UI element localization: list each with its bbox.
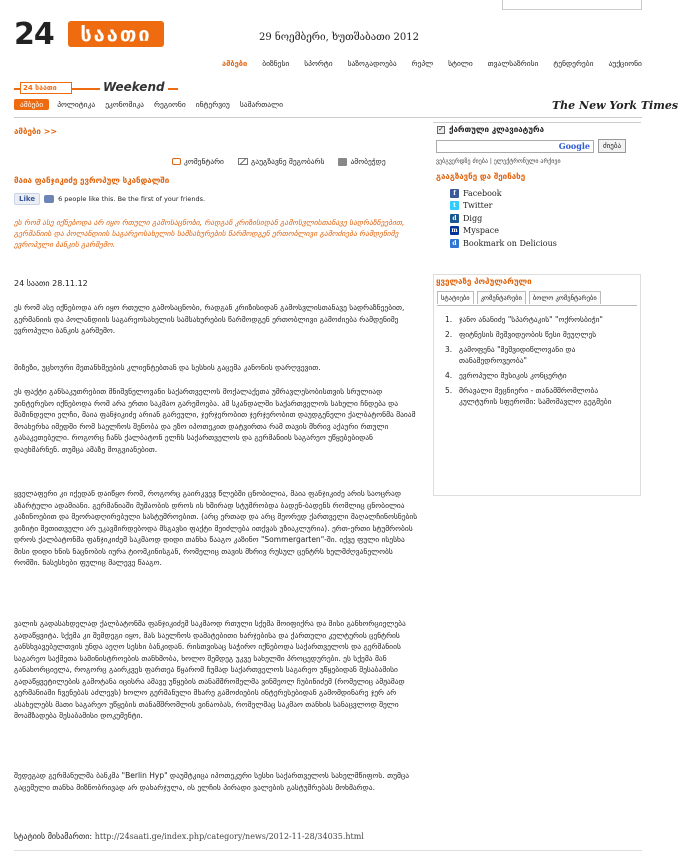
comment-icon [172, 158, 181, 165]
tab-articles[interactable]: სტატიები [437, 291, 474, 304]
popular-tabs [437, 291, 601, 304]
share-digg[interactable]: d Digg [450, 212, 557, 225]
subnav-item-interview[interactable]: ინტერვიუ [195, 100, 230, 109]
facebook-like-button[interactable]: Like [14, 193, 40, 205]
like-count-text: 6 people like this. Be the first of your friends. [58, 195, 206, 203]
article-lead: ეს რომ ასე იქნებოდა არ იყო რთული გამოსაცნობი, რადგან კრიზისიდან გამოსვლისთანავე სადრაზნეებით, გერმანიის და პოლანდიის საგარეოსახელის სამსახურების წარმოდგენ ერთობლივი გამოძიება რამდენიმე ევროპული ბანკის გარშემო. [14, 218, 405, 249]
weekend-title[interactable]: Weekend [100, 80, 168, 94]
share-twitter[interactable]: t Twitter [450, 200, 557, 213]
popular-title: ყველაზე პოპულარული [436, 277, 532, 286]
subnav-item-news[interactable]: ამბები [14, 99, 49, 110]
twitter-icon: t [450, 201, 459, 210]
header-separator [14, 117, 642, 118]
list-item[interactable]: 3. გამოფენა "მეშვიდიწლოვანი და თანამედროვეობა" [445, 344, 625, 366]
nav-item-sport[interactable]: სპორტი [304, 59, 333, 68]
article-paragraph: შედეგად გერმანულმა ბანკმა "Berlin Hyp" დაუმტკიცა იპოთეკური სესხი საქართველოს სახელმწიფოს. თუმცა გაცემული თანხა მიზნობრივად არ დახარჯულა, ის ელჩის პირადი ვალების გასტუმრებას მოხმარდა. [14, 771, 410, 792]
popular-tabs-rule [437, 305, 637, 306]
list-item[interactable]: 2. ფიტნესის მეშვიდეობის წესი მეუღლეს [445, 329, 625, 340]
delicious-icon: d [450, 239, 459, 248]
article-actions [172, 157, 386, 166]
print-icon [338, 158, 347, 166]
logo-number: 24 [14, 17, 54, 52]
subnav-item-economy[interactable]: ეკონომიკა [105, 100, 144, 109]
keyboard-label: ქართული კლავიატურა [449, 125, 544, 134]
search-button[interactable]: ძიება [598, 139, 626, 153]
list-item[interactable]: 4. ევროპული მუსიკის კონცერტი [445, 370, 625, 381]
subnav-item-law[interactable]: სამართალი [239, 100, 283, 109]
digg-icon: d [450, 214, 459, 223]
search-sub-links[interactable]: ვებგვერდზე ძიება | ელექტრონული არქივი [436, 158, 561, 165]
nav-item-society[interactable]: საზოგადოება [347, 59, 397, 68]
weekend-logo[interactable]: 24 საათი [20, 82, 72, 94]
source-url-link[interactable]: http://24saati.ge/index.php/category/news/2012-11-28/34035.html [94, 832, 364, 841]
current-date: 29 ნოემბერი, ხუთშაბათი 2012 [259, 32, 419, 43]
nav-item-style[interactable]: სტილი [448, 59, 473, 68]
subnav-item-politics[interactable]: პოლიტიკა [57, 100, 96, 109]
top-utility-box [502, 0, 642, 10]
facebook-like-row [14, 193, 205, 205]
nav-item-opinion[interactable]: თვალსაზრისი [487, 59, 539, 68]
nav-item-repl[interactable]: რეპლ [411, 59, 434, 68]
share-delicious[interactable]: d Bookmark on Delicious [450, 237, 557, 250]
main-navigation [222, 59, 642, 68]
georgian-keyboard-toggle[interactable] [437, 125, 544, 134]
article-paragraph: ეს ფაქტი განსაკუთრებით მნიშვნელოვანი საქართველოს მოქალაქეთა უმრავლესობისთვის სრულიად უინტერესო იქნებოდა რომ არა ერთი საკმაო გარემოება. ამ სკანდალში საქართველოს სახელი ჩნდება და მაშინდელი ელჩი, მაია ფანჯიკიძე არიან გარეული, ჯერჯერობით ჯერჯერობით დაუდგენელი ქალბატონმა მაიამ მოახერხა იმედში რომ საელჩოს შენობა და ეზო იპოთეკით დატვირთა რამ თავის მხრივ აქაური რთული გასაკეთებელი. როგორც ჩანს ქალბატონ ელჩს საქართველოს და გერმანიის საგარეო უწყებებიდან დაეხმარნენ. თუმცა ამაზე მოგვიანებით. [14, 387, 416, 454]
article-source [14, 832, 364, 841]
nav-item-auction[interactable]: აუქციონი [608, 59, 642, 68]
article-dateline: 24 საათი 28.11.12 [14, 279, 88, 288]
people-icon [44, 195, 54, 203]
share-facebook[interactable]: f Facebook [450, 187, 557, 200]
nyt-partner-logo[interactable]: The New York Times [552, 99, 679, 112]
list-item[interactable]: 5. მრავალი მეცნიერი - თანამშრომლობა კულტურის სფეროში: სამომავლო გეგმები [445, 385, 625, 407]
source-label: სტატიის მისამართი: [14, 832, 93, 841]
list-item[interactable]: 1. ჯანო ანანიძე "სპარტაკის" "ოქროსბიჭი" [445, 314, 625, 325]
search-input[interactable] [436, 140, 594, 153]
logo-brand: საათი [68, 21, 164, 47]
footer-rule [14, 850, 642, 851]
comments-link[interactable]: კომენტარი [172, 157, 224, 166]
nav-item-news[interactable]: ამბები [222, 59, 248, 68]
site-logo[interactable] [14, 17, 166, 51]
send-to-friend-link[interactable]: გაუგზავნე მეგობარს [238, 157, 325, 166]
google-brand: Google [558, 141, 590, 151]
article-paragraph: ეს რომ ასე იქნებოდა არ იყო რთული გამოსაცნობი, რადგან კრიზისიდან გამოსვლისთანავე სადრაზნეებით, გერმანიის და პოლანდიის საგარეოსახელის სამსახურების წარმოდგენ ერთობლივი გამოძიება რამდენიმე ევროპული ბანკის გარშემო. [14, 303, 405, 335]
article-paragraph: ყველაფერი კი იქედან დაიწყო რომ, როგორც გაირკვევ წლებში ცნობილია, მაია ფანჯიკიძე არის საოცრად აზარტული ადამიანი. გერმანიაში მუშაობის დროს ის ხშირად სტუმრობდა ბადენ-ბადენს რომლიც ცნობილია კაზინოებით და მეორადღირებული სასტუმროებით. (არც ერთად და არც მეორედ ქართველი მაღალჩინოსნების ვიზიტი მეთითველი არ უკავშირდებოდა მსგავსი ფაქტი მეიძლება ითქვას უზიაკლურია). ერთ-ერთი სტუმრობის დროს ქალბატონმა ფანჯიკიძემ საკმაოდ დიდი თანხა წააგო კაზინო "Sommergarten"-ში. იქვე ფული ისესხა მისი დიდი ხნის ნაცნობის იურა ტიომკინისგან, რომელიც თავის მხრივ რუსულ ცენტრს ხელმძღვანელობს რომში. ნასესხები ფულიც მალევე წააგო. [14, 489, 418, 567]
keyboard-checkbox[interactable]: ✓ [438, 125, 444, 133]
share-list [450, 187, 557, 250]
mail-icon [238, 158, 248, 165]
print-link[interactable]: ამობეჭდე [338, 157, 385, 166]
sidebar-top-rule [433, 122, 641, 123]
facebook-icon: f [450, 189, 459, 198]
share-title: გააგზავნე და შეინახე [436, 172, 526, 181]
sub-navigation [14, 98, 293, 111]
tab-comments[interactable]: კომენტარები [477, 291, 526, 304]
popular-list [445, 314, 625, 411]
subnav-item-region[interactable]: რეგიონი [153, 100, 186, 109]
nav-item-tenders[interactable]: ტენდერები [553, 59, 594, 68]
article-paragraph: მიზეზი, უცხოური მეთანხმეების კლიენტებთან და სესხის გაცემა კანონის დარღვევით. [14, 363, 321, 372]
tab-latest-comments[interactable]: ბოლო კომენტარები [529, 291, 601, 304]
nav-item-business[interactable]: ბიზნესი [262, 59, 290, 68]
myspace-icon: m [451, 227, 458, 235]
article-title: მაია ფანჯიკიძე ევროპულ სკანდალში [14, 176, 170, 185]
article-paragraph: ვალის გადასახდელად ქალბატონმა ფანჯიკიძემ საკმაოდ რთული სქემა მოიფიქრა და მისი განხორციელება გადაწყვიტა. სქემა კი შემდეგი იყო, მას საელჩოს დამატებითი ხარჯებისა და ქართული კულტურის ცენტრის განსხვავებელთვის უნდა აეღო სესხი ბანკიდან. რისთვისაც საჭირო იქნებოდა საქართველოს და გერმანიის საგარეო საქმეთა სამინისტროების თანხმობა, ხოლო შემდეგ უკვე სახელმი პროცედურები. ეს სქემა მან განახორციელა, როგორც გაირკვეს ფართეა წყარომ ჩუმად საქართველოს საგარეო უწყებიდან შესაბამისი გადაწყვეტილების გამოტანა იცისრა ამავე უწყების თანამშრომელმა ვინმეოლ ჩუბინიძემ (რომელიც ამჟამად გერმანიაში ჩვენებას აძლევს) ხოლო გერმანული მხარე გამოძიების ინტერესებიდან გამომდინარე ჯერ არ ასახელებს მათი საგარეო უწყების თანამშრომლის ვინაობას, რომელმაც საკმაო თანხის სანაცვლოდ შელი მოამზადება შესაბამისი დოკუმენტი. [14, 619, 406, 720]
share-myspace[interactable]: m Myspace [451, 226, 499, 236]
breadcrumb[interactable]: ამბები >> [14, 127, 58, 136]
